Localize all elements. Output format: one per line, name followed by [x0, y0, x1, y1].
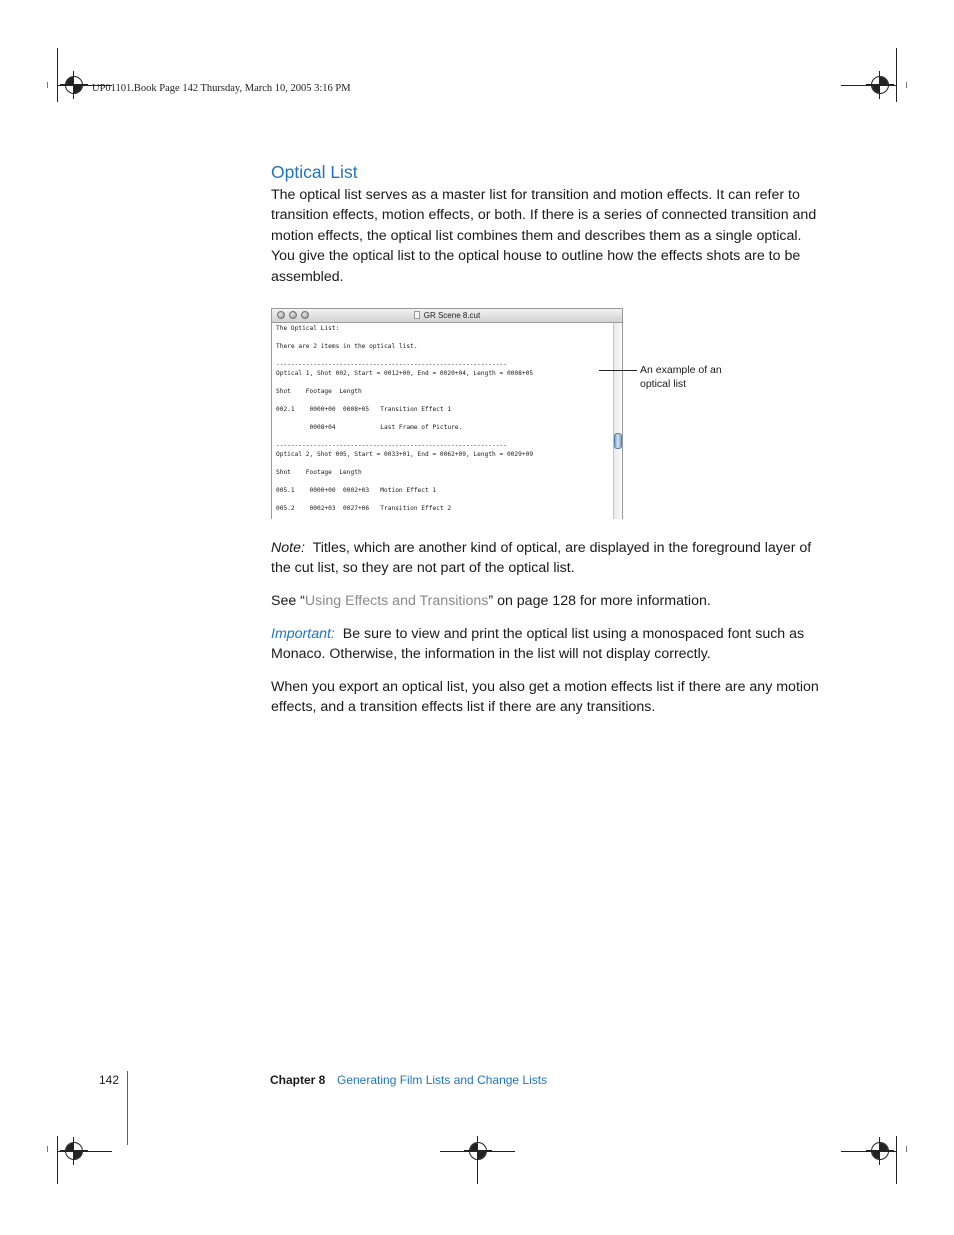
close-button[interactable] — [277, 311, 285, 319]
important-label: Important: — [271, 626, 335, 642]
minimize-button[interactable] — [289, 311, 297, 319]
window-titlebar — [272, 309, 622, 323]
list-line: -------------------------------------------------------------- — [276, 442, 507, 449]
note-paragraph — [271, 538, 823, 579]
note-text: Titles, which are another kind of optical, are displayed in the foreground layer of the cut list, so they are not part of the optical list. — [271, 540, 812, 577]
scroll-thumb[interactable] — [614, 433, 622, 449]
callout-line — [599, 370, 637, 371]
important-paragraph — [271, 624, 823, 665]
cross-reference-link[interactable]: Using Effects and Transitions — [304, 593, 489, 609]
crop-mark — [47, 1146, 48, 1152]
footer-rule — [127, 1071, 128, 1145]
optical-list-window — [271, 308, 623, 519]
see-suffix: ” on page 128 for more information. — [488, 593, 711, 609]
list-line: Optical 2, Shot 005, Start = 0033+01, End = 0062+09, Length = 0029+09 — [276, 451, 534, 458]
chapter-title: Generating Film Lists and Change Lists — [337, 1073, 548, 1087]
crop-mark — [57, 1136, 58, 1184]
figure-callout: An example of an optical list — [640, 364, 722, 390]
registration-mark-icon — [469, 1142, 487, 1160]
list-line: The Optical List: — [276, 325, 340, 332]
list-line: 002.1 0000+00 0008+05 Transition Effect 1 — [276, 406, 452, 413]
crop-mark — [896, 1136, 897, 1184]
list-line: -------------------------------------------------------------- — [276, 361, 507, 368]
window-title: GR Scene 8.cut — [423, 311, 481, 320]
important-text: Be sure to view and print the optical list using a monospaced font such as Monaco. Otherwise, the information in the list will not display correctly. — [271, 626, 805, 663]
registration-mark-icon — [871, 1142, 889, 1160]
see-prefix: See “ — [271, 593, 305, 609]
crop-mark — [896, 48, 897, 102]
list-line: 005.2 0002+03 0027+06 Transition Effect 2 — [276, 505, 452, 512]
crop-mark — [906, 82, 907, 88]
section-title: Optical List — [271, 162, 358, 182]
list-line: Shot Footage Length — [276, 388, 362, 395]
crop-mark — [47, 82, 48, 88]
list-line: There are 2 items in the optical list. — [276, 343, 418, 350]
registration-mark-icon — [871, 76, 889, 94]
registration-mark-icon — [65, 1142, 83, 1160]
crop-mark — [906, 1146, 907, 1152]
print-slug: UP01101.Book Page 142 Thursday, March 10, 2005 3:16 PM — [92, 83, 351, 94]
see-also-paragraph — [271, 591, 823, 611]
list-line: 0008+04 Last Frame of Picture. — [276, 424, 463, 431]
chapter-label: Chapter 8 — [270, 1073, 326, 1087]
registration-mark-icon — [65, 76, 83, 94]
vertical-scrollbar[interactable] — [613, 323, 622, 519]
list-line: Shot Footage Length — [276, 469, 362, 476]
list-line: Optical 1, Shot 002, Start = 0012+00, End = 0020+04, Length = 0008+05 — [276, 370, 534, 377]
list-line: 005.1 0000+00 0002+03 Motion Effect 1 — [276, 487, 437, 494]
note-label: Note: — [271, 540, 305, 556]
crop-mark — [57, 48, 58, 102]
optical-list-text — [276, 324, 612, 512]
page-number: 142 — [99, 1073, 120, 1087]
export-paragraph: When you export an optical list, you also get a motion effects list if there are any motion effects, and a transition effects list if there are any transitions. — [271, 679, 819, 716]
document-icon — [414, 311, 420, 319]
intro-paragraph: The optical list serves as a master list for transition and motion effects. It can refer to transition effects, motion effects, or both. If there is a series of connected transition and motion effects, the optical list combines them and describes them as a single optical. You give the optical list to the optical house to outline how the effects shots are to be assembled. — [271, 187, 817, 285]
zoom-button[interactable] — [301, 311, 309, 319]
